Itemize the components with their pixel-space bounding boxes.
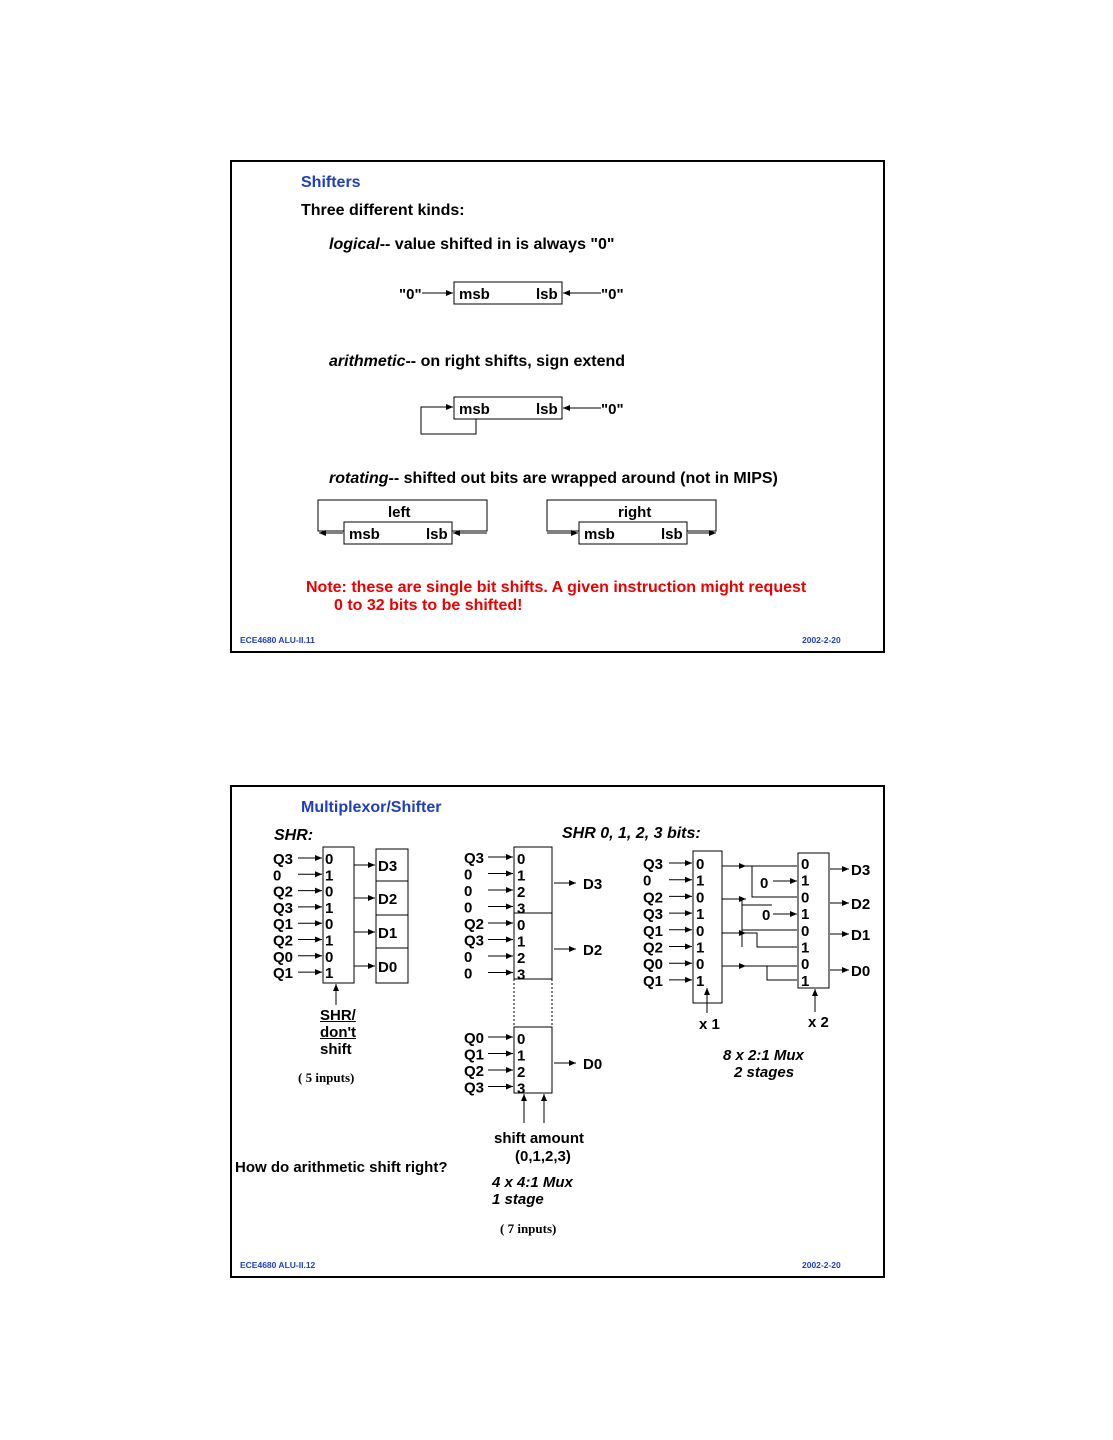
mux4-select-label: 1 bbox=[517, 867, 526, 885]
shr-output-label: D0 bbox=[378, 959, 398, 976]
stage1-input-label: Q1 bbox=[643, 922, 664, 940]
arith-in-right: "0" bbox=[601, 401, 624, 418]
shr-select-label: 0 bbox=[325, 916, 334, 934]
stage2-select-label: 0 bbox=[801, 889, 810, 907]
mux4-select-label: 1 bbox=[517, 933, 526, 951]
stage1-select-label: 1 bbox=[696, 972, 705, 990]
rotate-left-diagram bbox=[318, 500, 487, 544]
note-line-1: Note: these are single bit shifts. A given instruction might request bbox=[306, 579, 807, 596]
mux4-diagram bbox=[464, 847, 602, 1123]
shr-input-label: Q3 bbox=[273, 899, 294, 917]
stage2-select-label: 0 bbox=[801, 922, 810, 940]
stage2-output-label: D3 bbox=[851, 862, 871, 879]
mux4-input-label: 0 bbox=[464, 866, 473, 884]
mux4-input-label: 0 bbox=[464, 883, 473, 900]
shifter-diagrams bbox=[232, 162, 883, 651]
stage1-input-label: Q1 bbox=[643, 972, 664, 990]
shr-input-label: Q1 bbox=[273, 965, 294, 983]
mux4-select-label: 2 bbox=[517, 950, 526, 967]
shr-input-label: Q0 bbox=[273, 948, 294, 966]
shr-input-label: Q1 bbox=[273, 916, 294, 934]
stage1-input-label: Q3 bbox=[643, 906, 664, 924]
slide-mux-shifter bbox=[230, 785, 885, 1278]
shr-select-label: 0 bbox=[325, 948, 334, 966]
mux4-input-label: Q1 bbox=[464, 1046, 485, 1064]
arith-msb: msb bbox=[459, 401, 490, 418]
rotate-right-diagram bbox=[547, 500, 716, 544]
mux4-select-label: 3 bbox=[517, 1080, 526, 1098]
arithmetic-desc: -- on right shifts, sign extend bbox=[405, 353, 626, 370]
slide-shifters bbox=[230, 160, 885, 653]
logical-desc: -- value shifted in is always "0" bbox=[379, 236, 615, 253]
stage2-select-label: 1 bbox=[801, 939, 810, 957]
shr-select-label: 0 bbox=[325, 883, 334, 901]
stage2-select-label: 0 bbox=[801, 856, 810, 873]
stage2-zero-label: 0 bbox=[762, 907, 771, 924]
logical-msb: msb bbox=[459, 286, 490, 303]
mux4-output-label: D2 bbox=[583, 942, 603, 959]
footer-left: ECE4680 ALU-II.12 bbox=[240, 1260, 316, 1270]
note-line-2: 0 to 32 bits to be shifted! bbox=[334, 597, 523, 614]
rotating-desc: -- shifted out bits are wrapped around (not in MIPS) bbox=[388, 470, 778, 487]
arithmetic-diagram bbox=[421, 397, 624, 434]
stage1-select-label: 0 bbox=[696, 889, 705, 907]
mux4-input-label: Q3 bbox=[464, 850, 485, 867]
mux4-select-label: 3 bbox=[517, 900, 526, 918]
stage2-select-label: 0 bbox=[801, 956, 810, 974]
mux4-select-label: 1 bbox=[517, 1047, 526, 1065]
logical-in-right: "0" bbox=[601, 286, 624, 303]
stage1-select-label: 1 bbox=[696, 939, 705, 957]
shift-amount-1: shift amount bbox=[494, 1130, 584, 1147]
stage1-input-label: Q0 bbox=[643, 956, 664, 974]
stage1-select-label: 1 bbox=[696, 906, 705, 924]
stage2-select-label: 1 bbox=[801, 872, 810, 890]
shr-output-label: D3 bbox=[378, 858, 398, 875]
shr-control-2: don't bbox=[320, 1024, 357, 1041]
mux4-select-label: 3 bbox=[517, 966, 526, 984]
mux4-desc-2: 1 stage bbox=[492, 1191, 544, 1208]
stage2-output-label: D1 bbox=[851, 927, 871, 944]
slide-title: Multiplexor/Shifter bbox=[301, 799, 442, 816]
x2-label: x 2 bbox=[808, 1014, 829, 1031]
mux2-desc-2: 2 stages bbox=[734, 1064, 795, 1081]
wire bbox=[742, 899, 772, 905]
stage2-zero-label: 0 bbox=[760, 875, 769, 892]
shr-input-label: Q2 bbox=[273, 932, 294, 950]
stage2-output-label: D0 bbox=[851, 963, 871, 980]
rotating-term: rotating bbox=[329, 470, 389, 487]
mux4-output-label: D3 bbox=[583, 876, 603, 893]
mux4-input-label: Q2 bbox=[464, 916, 485, 933]
slide-title: Shifters bbox=[301, 174, 361, 191]
shr-input-label: 0 bbox=[273, 867, 282, 885]
shr-select-label: 1 bbox=[325, 965, 334, 983]
logical-lsb: lsb bbox=[536, 286, 558, 303]
wire bbox=[722, 933, 797, 947]
shr-select-label: 1 bbox=[325, 899, 334, 917]
footer-right: 2002-2-20 bbox=[802, 635, 841, 645]
rot-left-label: left bbox=[388, 504, 411, 521]
rot-left-msb: msb bbox=[349, 526, 380, 543]
shr-select-label: 1 bbox=[325, 867, 334, 885]
shr-select-label: 1 bbox=[325, 932, 334, 950]
mux4-select-label: 2 bbox=[517, 884, 526, 901]
stage2-select-label: 1 bbox=[801, 972, 810, 990]
x1-label: x 1 bbox=[699, 1016, 720, 1033]
question-text: How do arithmetic shift right? bbox=[235, 1159, 448, 1176]
stage1-select-label: 0 bbox=[696, 856, 705, 873]
mux4-select-label: 0 bbox=[517, 851, 526, 868]
mux4-input-label: Q3 bbox=[464, 1079, 485, 1097]
arith-lsb: lsb bbox=[536, 401, 558, 418]
mux4-input-label: Q0 bbox=[464, 1030, 485, 1047]
mux4-input-count: ( 7 inputs) bbox=[500, 1221, 557, 1236]
shr0123-label: SHR 0, 1, 2, 3 bits: bbox=[562, 825, 701, 842]
mux4-input-label: 0 bbox=[464, 899, 473, 917]
stage1-select-label: 1 bbox=[696, 872, 705, 890]
stage1-input-label: Q2 bbox=[643, 889, 664, 907]
shr-output-label: D2 bbox=[378, 891, 398, 908]
shr-input-count: ( 5 inputs) bbox=[298, 1070, 355, 1085]
wire bbox=[767, 966, 797, 980]
mux2-desc-1: 8 x 2:1 Mux bbox=[723, 1047, 804, 1064]
mux4-select-label: 2 bbox=[517, 1064, 526, 1081]
shr-control-1: SHR/ bbox=[320, 1007, 356, 1024]
shr-select-label: 0 bbox=[325, 851, 334, 868]
mux4-desc-1: 4 x 4:1 Mux bbox=[492, 1174, 573, 1191]
mux4-select-label: 0 bbox=[517, 1031, 526, 1048]
mux4-input-label: 0 bbox=[464, 965, 473, 983]
stage1-input-label: Q3 bbox=[643, 856, 664, 873]
logical-in-left: "0" bbox=[399, 286, 422, 303]
arithmetic-term: arithmetic bbox=[329, 353, 406, 370]
shr-input-label: Q3 bbox=[273, 851, 294, 868]
mux4-input-label: Q3 bbox=[464, 932, 485, 950]
mux4-input-label: Q2 bbox=[464, 1063, 485, 1080]
footer-right: 2002-2-20 bbox=[802, 1260, 841, 1270]
mux4-input-label: 0 bbox=[464, 949, 473, 966]
rot-right-lsb: lsb bbox=[661, 526, 683, 543]
shr-input-label: Q2 bbox=[273, 883, 294, 901]
shr-output-label: D1 bbox=[378, 925, 398, 942]
stage1-select-label: 0 bbox=[696, 922, 705, 940]
shift-amount-2: (0,1,2,3) bbox=[515, 1148, 571, 1165]
footer-left: ECE4680 ALU-II.11 bbox=[240, 635, 315, 645]
logical-diagram bbox=[399, 282, 624, 304]
rot-right-label: right bbox=[618, 504, 652, 521]
mux4-output-label: D0 bbox=[583, 1056, 603, 1073]
mux4-select-label: 0 bbox=[517, 917, 526, 934]
intro-text: Three different kinds: bbox=[301, 202, 465, 219]
stage2-output-label: D2 bbox=[851, 896, 871, 913]
stage1-select-label: 0 bbox=[696, 956, 705, 974]
stage2-select-label: 1 bbox=[801, 906, 810, 924]
shr-diagram bbox=[273, 847, 408, 1005]
logical-term: logical bbox=[329, 236, 380, 253]
mux2-diagram bbox=[643, 851, 870, 1013]
shr-label: SHR: bbox=[274, 827, 314, 844]
rot-right-msb: msb bbox=[584, 526, 615, 543]
stage1-input-label: Q2 bbox=[643, 939, 664, 957]
rot-left-lsb: lsb bbox=[426, 526, 448, 543]
stage1-input-label: 0 bbox=[643, 872, 652, 890]
shr-control-3: shift bbox=[320, 1041, 352, 1058]
